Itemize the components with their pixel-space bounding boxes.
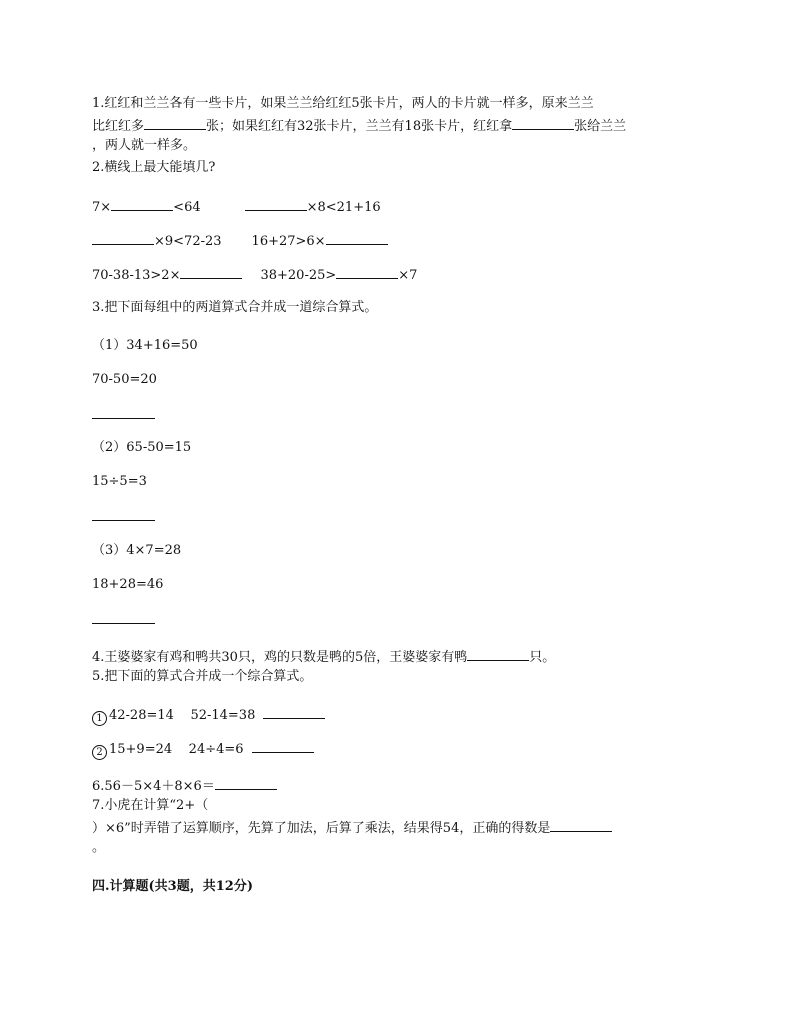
q2-r1-c: ×8<21+16 — [306, 200, 381, 215]
q2-blank-1[interactable] — [111, 196, 173, 211]
q2-blank-4[interactable] — [326, 230, 388, 245]
q3-group1-answer-line[interactable] — [92, 404, 155, 426]
q3-title: 3.把下面每组中的两道算式合并成一道综合算式。 — [92, 300, 378, 315]
q2-blank-3[interactable] — [92, 230, 154, 245]
q6-blank[interactable] — [215, 775, 277, 790]
q7-line2 — [92, 817, 612, 839]
q7-blank[interactable] — [550, 817, 612, 832]
q1-line3: ，两人就一样多。 — [92, 138, 197, 153]
q1-text-a: 比红红多 — [92, 119, 145, 134]
section-4-heading: 四.计算题(共3题，共12分) — [92, 879, 253, 894]
q7-line3: 。 — [92, 840, 106, 855]
q5-item2-text: 15+9=24 24÷4=6 — [109, 742, 244, 757]
q1-line2 — [92, 115, 626, 137]
q1-blank-2[interactable] — [512, 115, 574, 130]
q4-text-a: 4.王婆婆家有鸡和鸭共30只，鸡的只数是鸭的5倍，王婆婆家有鸭 — [92, 650, 468, 665]
q3-group2-eq2: 15÷5=3 — [92, 474, 147, 489]
q2-row-2 — [92, 230, 388, 252]
q1-blank-1[interactable] — [144, 115, 206, 130]
q2-blank-6[interactable] — [336, 264, 398, 279]
q2-r3-a: 70-38-13>2× — [92, 268, 181, 283]
q4-blank[interactable] — [467, 646, 529, 661]
q4-text-b: 只。 — [529, 650, 556, 665]
q1-text-c: 张给兰兰 — [574, 119, 627, 134]
q5-blank-1[interactable] — [263, 704, 325, 719]
q5-item1-number: 1 — [92, 711, 107, 726]
q2-row-3 — [92, 264, 417, 286]
q7-line1: 7.小虎在计算“2+（ — [92, 798, 209, 813]
q5-item2-number: 2 — [92, 745, 107, 760]
q1-text-b: 张；如果红红有32张卡片，兰兰有18张卡片，红红拿 — [206, 119, 513, 134]
q3-group3-answer-line[interactable] — [92, 609, 155, 631]
q2-r2-c: 16+27>6× — [251, 234, 326, 249]
q4-line — [92, 646, 555, 668]
q5-item1-text: 42-28=14 52-14=38 — [109, 708, 256, 723]
q7-text: ）×6”时弄错了运算顺序，先算了加法，后算了乘法，结果得54，正确的得数是 — [92, 821, 551, 836]
q2-row-1 — [92, 196, 381, 218]
q2-r1-b: <64 — [173, 200, 201, 215]
q3-group3-eq2: 18+28=46 — [92, 577, 164, 592]
q3-group1-eq2: 70-50=20 — [92, 372, 157, 387]
q2-r3-d: ×7 — [398, 268, 418, 283]
q5-blank-2[interactable] — [252, 738, 314, 753]
q6-text: 6.56－5×4＋8×6＝ — [92, 779, 215, 794]
q5-item-1 — [92, 704, 325, 726]
q6-line — [92, 775, 277, 797]
q2-r2-b: ×9<72-23 — [154, 234, 222, 249]
q5-item-2 — [92, 738, 314, 760]
q3-group3-eq1: （3）4×7=28 — [92, 543, 182, 558]
q3-group2-eq1: （2）65-50=15 — [92, 440, 192, 455]
q1-line1: 1.红红和兰兰各有一些卡片，如果兰兰给红红5张卡片，两人的卡片就一样多，原来兰兰 — [92, 96, 594, 111]
q2-blank-2[interactable] — [245, 196, 307, 211]
q2-blank-5[interactable] — [180, 264, 242, 279]
q2-r1-a: 7× — [92, 200, 112, 215]
q3-group1-eq1: （1）34+16=50 — [92, 338, 198, 353]
q2-r3-c: 38+20-25> — [260, 268, 337, 283]
q3-group2-answer-line[interactable] — [92, 506, 155, 528]
q5-title: 5.把下面的算式合并成一个综合算式。 — [92, 669, 313, 684]
q2-title: 2.横线上最大能填几? — [92, 160, 216, 175]
